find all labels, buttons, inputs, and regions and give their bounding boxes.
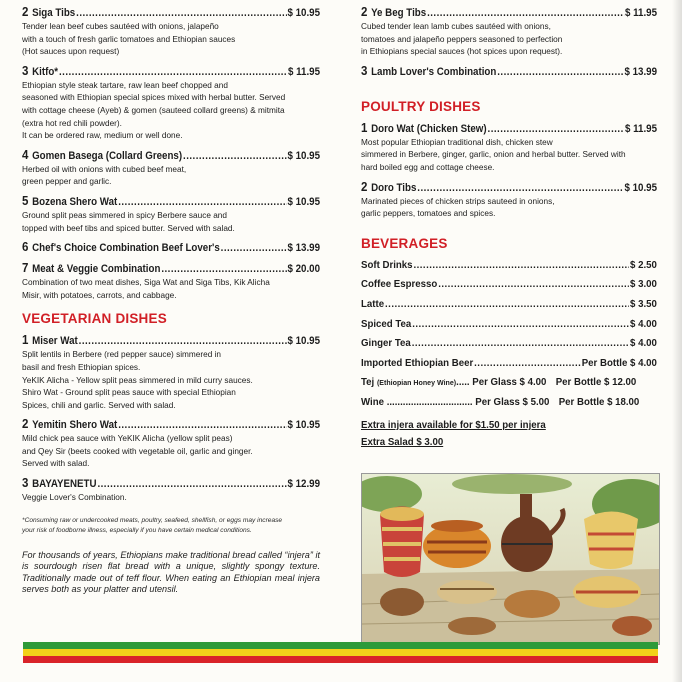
beverage-name: Coffee Espresso (361, 279, 438, 291)
item-price: $ 13.99 (287, 242, 321, 255)
beverage-row (361, 357, 657, 370)
wine-name: Wine (361, 396, 385, 408)
beverage-price: $ 2.50 (630, 259, 657, 271)
beverage-row (361, 318, 657, 331)
item-description: Veggie Lover's Combination. (22, 492, 127, 503)
item-number: 3 (361, 63, 368, 78)
item-description: Marinated pieces of chicken strips sauteed in onions, garlic peppers, tomatoes and spices. (361, 195, 555, 219)
flag-red-stripe (23, 656, 658, 663)
beverage-row (361, 259, 657, 272)
tej-name: Tej (361, 377, 375, 389)
item-description: Tender lean beef cubes sautéed with onions, jalapeño with a touch of fresh garlic tomatoes and Ethiopian sauces (Hot sauces upon request) (22, 21, 236, 57)
menu-item (361, 122, 657, 174)
beverage-row (361, 298, 657, 311)
beverage-price: $ 3.50 (630, 298, 657, 310)
menu-item (361, 181, 657, 220)
menu-item-line (361, 122, 657, 136)
item-number: 2 (22, 417, 29, 432)
item-name: Doro Tibs (371, 181, 417, 194)
item-number: 3 (22, 63, 29, 78)
tej-bottle-price: Per Bottle $ 12.00 (555, 377, 637, 389)
item-description: Combination of two meat dishes, Siga Wat and Siga Tibs, Kik Alicha Misir, with potatoes, carrots, and cabbage. (22, 277, 270, 300)
item-price: $ 10.95 (287, 419, 321, 432)
beverage-name: Imported Ethiopian Beer (361, 357, 474, 369)
menu-item-line (22, 477, 320, 491)
item-description: Herbed oil with onions with cubed beef meat, green pepper and garlic. (22, 163, 187, 187)
item-price: $ 10.95 (624, 181, 658, 194)
beef-dishes-list (22, 6, 320, 301)
ethiopian-baskets-illustration (361, 473, 660, 645)
item-description: Most popular Ethiopian traditional dish, chicken stew simmered in Berbere, ginger, garlic, onion and herbal butter. Served with hard boiled egg and cottage cheese. (361, 136, 626, 172)
dot-leader (221, 242, 287, 255)
menu-item (22, 418, 320, 470)
wine-glass-price: Per Glass $ 5.00 (475, 396, 550, 408)
item-name: Lamb Lover's Combination (371, 65, 497, 78)
item-number: 2 (22, 5, 29, 19)
extra-salad-note: Extra Salad $ 3.00 (361, 436, 444, 448)
item-price: $ 10.95 (287, 7, 321, 19)
item-number: 2 (361, 179, 368, 194)
item-number: 6 (22, 240, 29, 255)
dot-leader (79, 335, 287, 348)
poultry-section-title: POULTRY DISHES (361, 98, 481, 114)
item-price: $ 12.99 (287, 478, 321, 491)
menu-item-line (22, 418, 320, 432)
menu-item (22, 195, 320, 234)
dot-leader (118, 196, 286, 209)
menu-item (22, 334, 320, 411)
item-price: $ 10.95 (287, 195, 321, 208)
dot-leader (438, 278, 629, 291)
dot-leader (59, 66, 287, 79)
menu-item (22, 477, 320, 504)
item-description: Split lentils in Berbere (red pepper sauce) simmered in basil and fresh Ethiopian spices. YeKIK Alicha - Yellow split peas simmered in mild curry sauces. Shiro Wat - Ground split peas sauce with special Ethiopian Spices, chili and garlic. Served with salad. (22, 349, 253, 410)
dot-leader (76, 7, 286, 20)
dot-leader (413, 259, 629, 272)
wine-bottle-price: Per Bottle $ 18.00 (558, 396, 640, 408)
poultry-dishes-list (361, 122, 657, 220)
lamb-dishes-list (361, 6, 657, 79)
flag-green-stripe (23, 642, 658, 649)
tej-glass-price: Per Glass $ 4.00 (472, 377, 547, 389)
left-column (22, 6, 320, 596)
tej-note: (Ethiopian Honey Wine) (376, 378, 457, 388)
item-name: Kitfo* (32, 65, 59, 78)
beverages-list (361, 259, 657, 370)
item-description: Ground split peas simmered in spicy Berbere sauce and topped with beef tibs and spiced butter. Served with salad. (22, 209, 235, 233)
menu-item-line (22, 65, 320, 79)
item-name: Yemitin Shero Wat (32, 419, 118, 432)
dot-leader (97, 478, 286, 491)
injera-story: For thousands of years, Ethiopians make traditional bread called “injera” it is sourdough risen flat bread with a unique, slightly spongy texture. Traditionally made out of teff flour. When eating an Ethiopian meal injera serves both as your platter and utensil. (22, 549, 320, 595)
item-name: Doro Wat (Chicken Stew) (371, 122, 487, 135)
menu-item-line (361, 65, 657, 79)
dot-leader (161, 263, 286, 276)
item-description: Cubed tender lean lamb cubes sautéed with onions, tomatoes and jalapeño peppers seasoned to perfection in Ethiopians special sauces (hot spices upon request). (361, 21, 563, 57)
menu-item-line (22, 149, 320, 163)
beverage-price: $ 4.00 (630, 338, 657, 350)
beverage-price: $ 4.00 (630, 318, 657, 330)
item-number: 7 (22, 261, 29, 276)
beverage-row (361, 337, 657, 350)
menu-item (22, 149, 320, 188)
item-number: 1 (361, 120, 368, 135)
flag-stripes (23, 642, 658, 663)
item-name: Miser Wat (32, 335, 78, 348)
menu-item-line (361, 181, 657, 195)
dot-leader (417, 182, 623, 195)
dot-leader (412, 337, 629, 350)
vegetarian-dishes-list (22, 334, 320, 503)
beverage-row (361, 278, 657, 291)
beverage-price: Per Bottle $ 4.00 (581, 357, 657, 369)
menu-item-line (22, 241, 320, 255)
menu-item (22, 241, 320, 255)
tej-row: Tej (Ethiopian Honey Wine) ..... Per Glass $ 4.00 Per Bottle $ 12.00 (361, 377, 637, 389)
item-price: $ 10.95 (287, 149, 321, 162)
dot-leader (474, 357, 581, 370)
right-column (361, 6, 657, 448)
dot-leader (118, 419, 286, 432)
item-price: $ 11.95 (288, 65, 321, 78)
beverage-name: Ginger Tea (361, 338, 411, 350)
item-name: Gomen Basega (Collard Greens) (32, 149, 183, 162)
menu-item (361, 65, 657, 79)
beverage-name: Spiced Tea (361, 318, 412, 330)
menu-item (22, 65, 320, 142)
raw-food-footnote: *Consuming raw or undercooked meats, poultry, seafeed, shellfish, or eggs may increase your risk of foodborne illness, especially if you have certain medical conditions. (22, 516, 283, 534)
dot-leader (488, 123, 625, 136)
menu-item-line (22, 6, 320, 20)
dot-leader (497, 66, 623, 79)
item-description: Ethiopian style steak tartare, raw lean beef chopped and seasoned with Ethiopian special spices mixed with herbal butter. Served with cottage cheese (Ayeb) & gomen (sauteed collard greens) & mitmita (extra hot red chili powder). It can be ordered raw, medium or well done. (22, 79, 286, 141)
dot-leader (385, 298, 629, 311)
item-name: Chef's Choice Combination Beef Lover's (32, 242, 220, 255)
beverage-price: $ 3.00 (630, 279, 657, 291)
item-name: Meat & Veggie Combination (32, 263, 161, 276)
extra-injera-note: Extra injera available for $1.50 per injera (361, 419, 546, 431)
page-edge-shadow (672, 0, 682, 682)
item-name: BAYAYENETU (32, 478, 97, 491)
dot-leader (427, 7, 624, 20)
flag-yellow-stripe (23, 649, 658, 656)
item-name: Siga Tibs (32, 7, 76, 19)
item-number: 2 (361, 5, 368, 19)
item-number: 5 (22, 193, 29, 208)
dot-leader (412, 318, 629, 331)
item-price: $ 13.99 (624, 65, 658, 78)
vegetarian-section-title: VEGETARIAN DISHES (22, 311, 167, 327)
item-number: 4 (22, 147, 29, 162)
item-price: $ 11.95 (625, 7, 658, 19)
menu-item-line (22, 195, 320, 209)
menu-item (22, 6, 320, 58)
beverage-name: Latte (361, 298, 385, 310)
item-price: $ 10.95 (287, 335, 321, 348)
item-description: Mild chick pea sauce with YeKIK Alicha (yellow split peas) and Qey Sir (beets cooked with vegetable oil, garlic and ginger. Served with salad. (22, 433, 253, 469)
menu-item-line (361, 6, 657, 20)
item-price: $ 11.95 (625, 122, 658, 135)
beverages-section-title: BEVERAGES (361, 235, 448, 251)
beverage-name: Soft Drinks (361, 259, 413, 271)
dot-leader (183, 150, 287, 163)
item-number: 1 (22, 333, 29, 348)
menu-item-line (22, 262, 320, 276)
item-price: $ 20.00 (287, 263, 321, 276)
item-name: Bozena Shero Wat (32, 195, 118, 208)
menu-item (361, 6, 657, 58)
menu-item-line (22, 334, 320, 348)
item-name: Ye Beg Tibs (371, 7, 427, 19)
menu-item (22, 262, 320, 301)
item-number: 3 (22, 476, 29, 491)
wine-row: Wine ................................ Per Glass $ 5.00 Per Bottle $ 18.00 (361, 396, 640, 408)
